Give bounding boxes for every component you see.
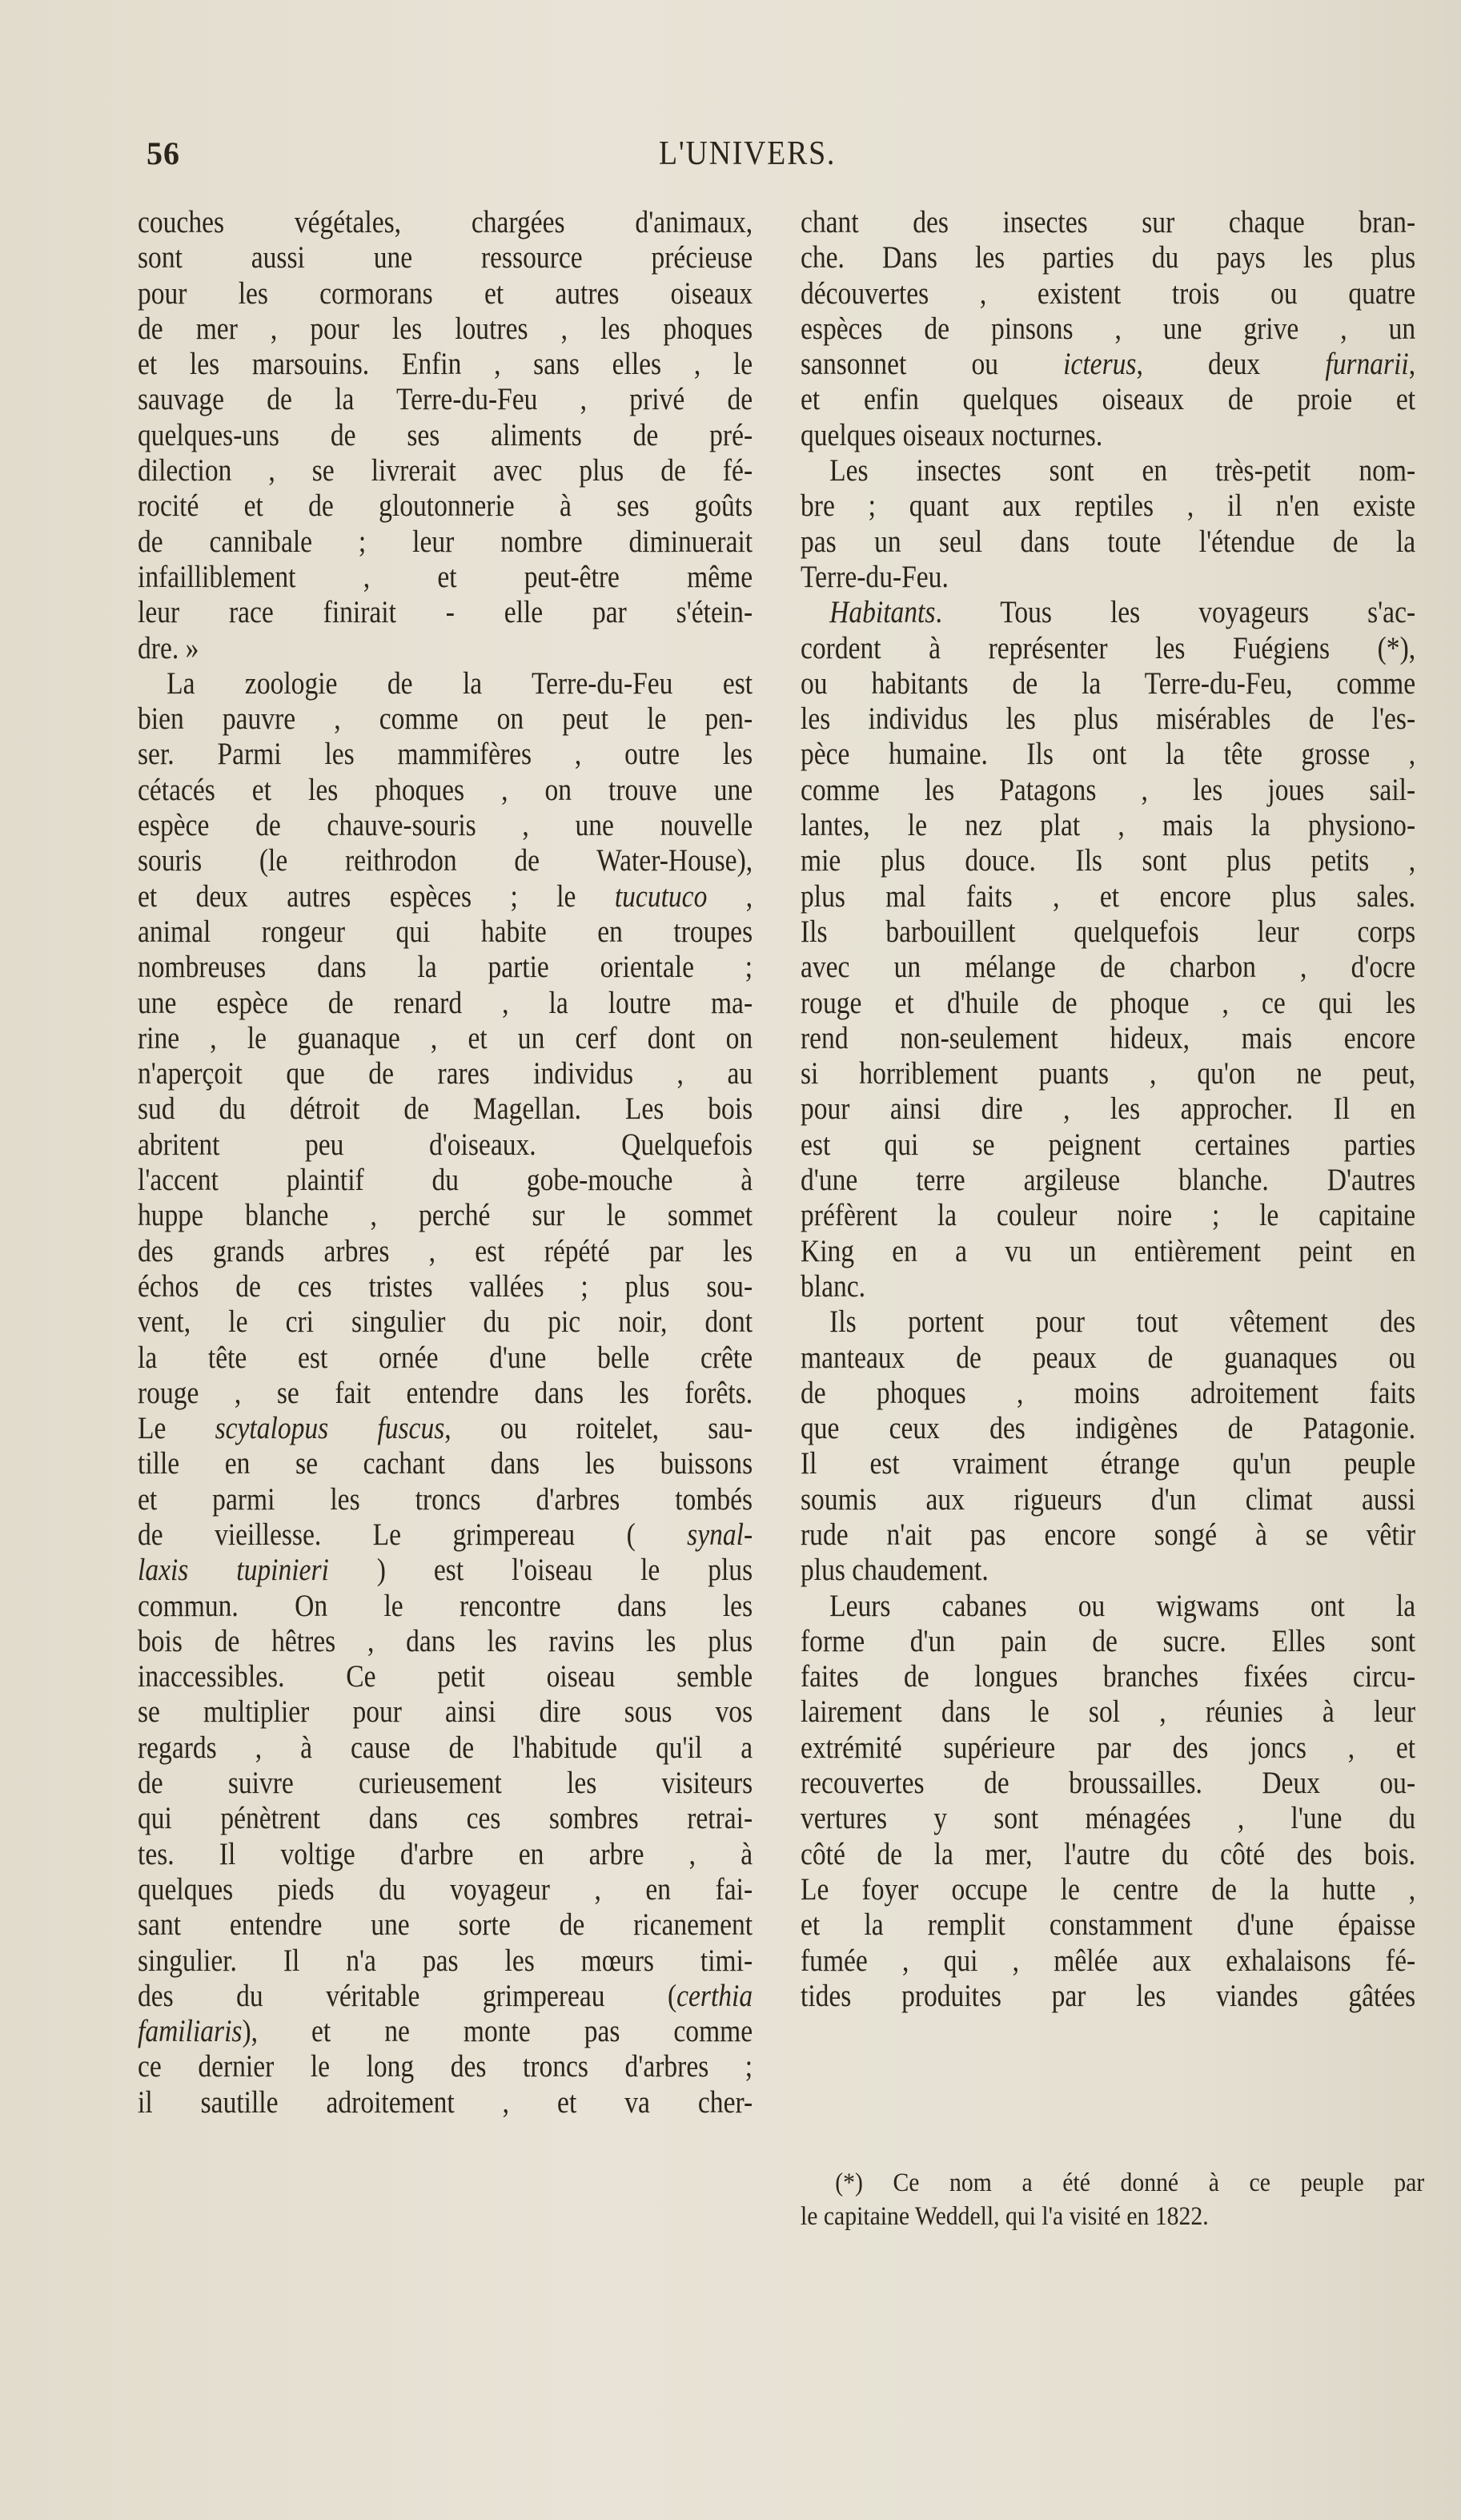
text-line: forme d'un pain de sucre. Elles sont xyxy=(801,1623,1416,1658)
italic-term: furnarii xyxy=(1325,347,1409,382)
text-line: Terre-du-Feu. xyxy=(801,559,949,594)
text-line xyxy=(138,1411,753,1446)
footnote xyxy=(801,2166,1425,2233)
text-line: rouge , se fait entendre dans les forêts. xyxy=(138,1375,753,1410)
text-line: King en a vu un entièrement peint en xyxy=(801,1233,1416,1268)
text-line: bre ; quant aux reptiles , il n'en existe xyxy=(801,488,1416,524)
text-line: est qui se peignent certaines parties xyxy=(801,1127,1416,1162)
text-segment: . Tous les voyageurs s'ac- xyxy=(935,595,1416,630)
text-line: che. Dans les parties du pays les plus xyxy=(801,240,1416,275)
paragraph-start-line: Les insectes sont en très-petit nom- xyxy=(829,453,1416,488)
text-line: quelques oiseaux nocturnes. xyxy=(801,417,1103,452)
text-line: nombreuses dans la partie orientale ; xyxy=(138,950,753,985)
text-segment: ), et ne monte pas comme xyxy=(242,2014,753,2049)
italic-term: laxis tupinieri xyxy=(138,1553,329,1588)
text-line: et la remplit constamment d'une épaisse xyxy=(801,1907,1416,1943)
text-line: manteaux de peaux de guanaques ou xyxy=(801,1340,1416,1375)
text-line: découvertes , existent trois ou quatre xyxy=(801,275,1416,311)
text-line: si horriblement puants , qu'on ne peut, xyxy=(801,1056,1416,1091)
italic-term: familiaris xyxy=(138,2014,243,2049)
text-line xyxy=(138,1979,753,2014)
text-line xyxy=(138,2014,753,2049)
text-line: rine , le guanaque , et un cerf dont on xyxy=(138,1020,753,1055)
text-line: que ceux des indigènes de Patagonie. xyxy=(801,1411,1416,1446)
text-line: mie plus douce. Ils sont plus petits , xyxy=(801,843,1416,878)
text-line: singulier. Il n'a pas les mœurs timi- xyxy=(138,1943,753,1978)
text-segment: Le xyxy=(138,1411,215,1446)
text-line: sont aussi une ressource précieuse xyxy=(138,240,753,275)
text-line: souris (le reithrodon de Water-House), xyxy=(138,843,753,878)
text-line: tille en se cachant dans les buissons xyxy=(138,1446,753,1481)
text-line: abritent peu d'oiseaux. Quelquefois xyxy=(138,1127,753,1162)
text-line: préfèrent la couleur noire ; le capitaine xyxy=(801,1198,1416,1233)
text-line: il sautille adroitement , et va cher- xyxy=(138,2084,753,2120)
text-segment: ) est l'oiseau le plus xyxy=(328,1553,753,1588)
text-line: tides produites par les viandes gâtées xyxy=(801,1978,1416,2013)
text-line: rocité et de gloutonnerie à ses goûts xyxy=(138,488,753,524)
page-header xyxy=(147,135,1259,183)
text-line: pèce humaine. Ils ont la tête grosse , xyxy=(801,737,1416,772)
text-line: extrémité supérieure par des joncs , et xyxy=(801,1730,1416,1765)
page-number: 56 xyxy=(147,135,180,171)
text-line: chant des insectes sur chaque bran- xyxy=(801,205,1416,239)
text-segment: , xyxy=(707,878,753,914)
text-segment: , ou roitelet, sau- xyxy=(444,1411,753,1446)
text-line: sauvage de la Terre-du-Feu , privé de xyxy=(138,382,753,417)
text-line xyxy=(138,1517,753,1553)
text-line: espèces de pinsons , une grive , un xyxy=(801,311,1416,346)
text-line: de cannibale ; leur nombre diminuerait xyxy=(138,524,753,559)
text-line xyxy=(138,879,753,914)
paragraph-start-line xyxy=(801,595,1415,630)
text-line: avec un mélange de charbon , d'ocre xyxy=(801,950,1416,985)
text-line: fumée , qui , mêlée aux exhalaisons fé- xyxy=(801,1943,1416,1978)
text-line: huppe blanche , perché sur le sommet xyxy=(138,1198,753,1233)
text-line: animal rongeur qui habite en troupes xyxy=(138,914,753,949)
paragraph-start-line: La zoologie de la Terre-du-Feu est xyxy=(167,665,753,701)
text-line: infailliblement , et peut-être même xyxy=(138,559,753,594)
text-line: de phoques , moins adroitement faits xyxy=(801,1375,1416,1410)
text-line: d'une terre argileuse blanche. D'autres xyxy=(801,1163,1416,1198)
text-line: bien pauvre , comme on peut le pen- xyxy=(138,701,753,737)
text-segment: , deux xyxy=(1136,347,1326,382)
text-line: sant entendre une sorte de ricanement xyxy=(138,1907,753,1943)
text-line: lantes, le nez plat , mais la physiono- xyxy=(801,808,1416,843)
italic-term: synal- xyxy=(687,1517,753,1552)
text-line: ce dernier le long des troncs d'arbres ; xyxy=(138,2049,753,2084)
text-line: se multiplier pour ainsi dire sous vos xyxy=(138,1694,753,1730)
text-line: soumis aux rigueurs d'un climat aussi xyxy=(801,1481,1416,1517)
text-line: recouvertes de broussailles. Deux ou- xyxy=(801,1766,1416,1801)
text-line: regards , à cause de l'habitude qu'il a xyxy=(138,1730,753,1765)
text-line: ou habitants de la Terre-du-Feu, comme xyxy=(801,665,1416,701)
text-line: espèce de chauve-souris , une nouvelle xyxy=(138,808,753,843)
text-line: plus mal faits , et encore plus sales. xyxy=(801,878,1416,914)
text-line: côté de la mer, l'autre du côté des bois. xyxy=(801,1836,1416,1871)
text-line: couches végétales, chargées d'animaux, xyxy=(138,205,753,239)
text-segment: de vieillesse. Le grimpereau ( xyxy=(138,1517,688,1552)
text-line: blanc. xyxy=(801,1268,866,1304)
text-line: tes. Il voltige d'arbre en arbre , à xyxy=(138,1836,753,1871)
italic-term: tucutuco xyxy=(614,878,708,914)
text-line: faites de longues branches fixées circu- xyxy=(801,1659,1416,1694)
text-line: pour ainsi dire , les approcher. Il en xyxy=(801,1091,1416,1127)
text-line: quelques-uns de ses aliments de pré- xyxy=(138,417,753,452)
text-line: Il est vraiment étrange qu'un peuple xyxy=(801,1446,1416,1481)
text-line: les individus les plus misérables de l'es- xyxy=(801,701,1416,737)
text-line: vertures y sont ménagées , l'une du xyxy=(801,1801,1416,1836)
text-line: la tête est ornée d'une belle crête xyxy=(138,1340,753,1375)
text-line: dilection , se livrerait avec plus de fé- xyxy=(138,453,753,488)
text-line: qui pénètrent dans ces sombres retrai- xyxy=(138,1801,753,1836)
text-line xyxy=(801,347,1415,382)
text-line: dre. » xyxy=(138,630,199,665)
text-line: et parmi les troncs d'arbres tombés xyxy=(138,1481,753,1517)
text-line: rude n'ait pas encore songé à se vêtir xyxy=(801,1517,1416,1552)
text-line: Le foyer occupe le centre de la hutte , xyxy=(801,1871,1416,1907)
paragraph-start-line: Ils portent pour tout vêtement des xyxy=(829,1304,1416,1340)
text-line: pour les cormorans et autres oiseaux xyxy=(138,275,753,311)
text-line: et les marsouins. Enfin , sans elles , le xyxy=(138,347,753,382)
text-line: quelques pieds du voyageur , en fai- xyxy=(138,1871,753,1907)
text-line: cétacés et les phoques , on trouve une xyxy=(138,772,753,807)
text-line: bois de hêtres , dans les ravins les plus xyxy=(138,1623,753,1658)
text-line: rouge et d'huile de phoque , ce qui les xyxy=(801,985,1416,1020)
text-line: vent, le cri singulier du pic noir, dont xyxy=(138,1304,753,1340)
text-line: cordent à représenter les Fuégiens (*), xyxy=(801,630,1416,665)
text-line: l'accent plaintif du gobe-mouche à xyxy=(138,1163,753,1198)
text-line: plus chaudement. xyxy=(801,1553,989,1588)
footnote-line: (*) Ce nom a été donné à ce peuple par xyxy=(835,2168,1425,2197)
text-line: échos de ces tristes vallées ; plus sou- xyxy=(138,1268,753,1304)
text-segment: sansonnet ou xyxy=(801,347,1064,382)
text-line: sud du détroit de Magellan. Les bois xyxy=(138,1091,753,1127)
text-line: inaccessibles. Ce petit oiseau semble xyxy=(138,1659,753,1694)
text-line: et enfin quelques oiseaux de proie et xyxy=(801,382,1416,417)
text-segment: des du véritable grimpereau ( xyxy=(138,1978,677,2013)
text-line: des grands arbres , est répété par les xyxy=(138,1233,753,1268)
text-line: leur race finirait - elle par s'étein- xyxy=(138,595,753,630)
footnote-line: le capitaine Weddell, qui l'a visité en 1822. xyxy=(801,2202,1209,2231)
text-line: commun. On le rencontre dans les xyxy=(138,1588,753,1623)
text-line: lairement dans le sol , réunies à leur xyxy=(801,1694,1416,1730)
text-segment: , xyxy=(1408,347,1416,382)
text-line: de mer , pour les loutres , les phoques xyxy=(138,311,753,346)
text-line: ser. Parmi les mammifères , outre les xyxy=(138,737,753,772)
text-line: pas un seul dans toute l'étendue de la xyxy=(801,524,1416,559)
text-line: de suivre curieusement les visiteurs xyxy=(138,1766,753,1801)
text-line: une espèce de renard , la loutre ma- xyxy=(138,985,753,1020)
text-line: n'aperçoit que de rares individus , au xyxy=(138,1056,753,1091)
section-heading-italic: Habitants xyxy=(829,595,936,630)
italic-term: icterus xyxy=(1063,347,1137,382)
right-column xyxy=(801,205,1415,2014)
text-line: rend non-seulement hideux, mais encore xyxy=(801,1020,1416,1055)
italic-term: certhia xyxy=(676,1978,753,2013)
text-line xyxy=(138,1553,753,1588)
paragraph-start-line: Leurs cabanes ou wigwams ont la xyxy=(829,1588,1416,1623)
running-title: L'UNIVERS. xyxy=(659,135,837,172)
text-line: comme les Patagons , les joues sail- xyxy=(801,772,1416,807)
text-line: Ils barbouillent quelquefois leur corps xyxy=(801,914,1416,949)
left-column xyxy=(138,205,753,2120)
italic-term: scytalopus fuscus xyxy=(215,1411,445,1446)
text-segment: et deux autres espèces ; le xyxy=(138,878,615,914)
